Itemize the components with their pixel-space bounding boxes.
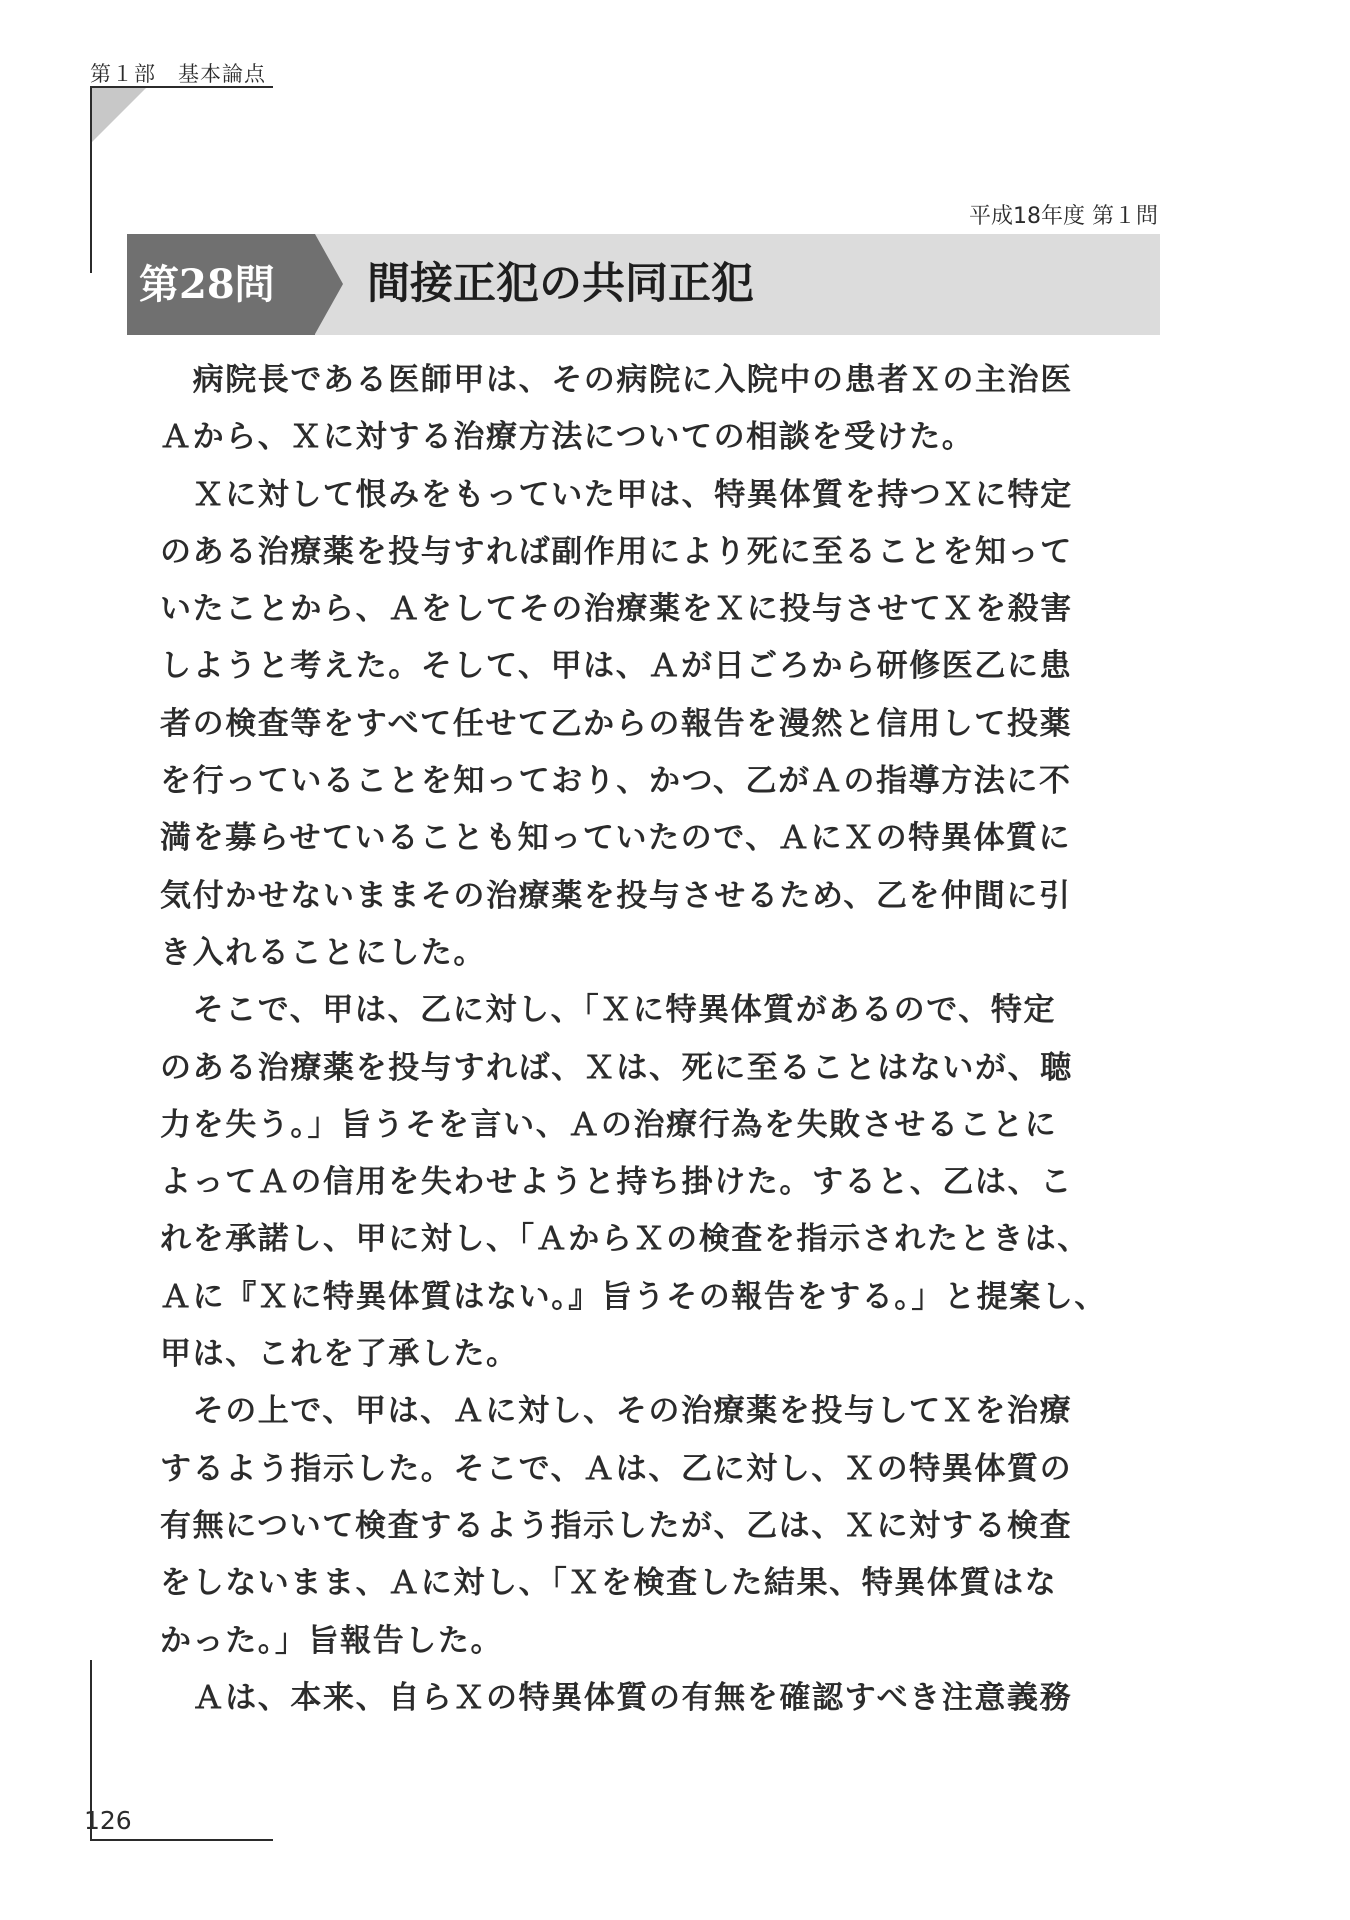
text-line: Ａから、Ｘに対する治療方法についての相談を受けた。 [160, 419, 975, 456]
text-line: 力を失う。」旨うそを言い、Ａの治療行為を失敗させることに [160, 1106, 1058, 1143]
text-line: 満を募らせていることも知っていたので、ＡにＸの特異体質に [160, 820, 1072, 857]
text-line: 有無について検査するよう指示したが、乙は、Ｘに対する検査 [160, 1507, 1073, 1544]
running-head: 第１部 基本論点 [90, 62, 266, 86]
text-line: き入れることにした。 [160, 934, 486, 971]
text-line: するよう指示した。そこで、Ａは、乙に対し、Ｘの特異体質の [160, 1450, 1073, 1487]
text-line: 病院長である医師甲は、その病院に入院中の患者Ｘの主治医 [160, 362, 1073, 398]
question-title: 間接正犯の共同正犯 [367, 259, 754, 309]
problem-text [160, 352, 1140, 1727]
text-line: その上で、甲は、Ａに対し、その治療薬を投与してＸを治療 [160, 1393, 1073, 1430]
text-line: のある治療薬を投与すれば、Ｘは、死に至ることはないが、聴 [160, 1049, 1073, 1086]
text-line: をしないまま、Ａに対し、「Ｘを検査した結果、特異体質はな [160, 1565, 1058, 1602]
text-line: 甲は、これを了承した。 [160, 1336, 519, 1373]
text-line: Ａは、本来、自らＸの特異体質の有無を確認すべき注意義務 [160, 1679, 1073, 1716]
text-line: かった。」旨報告した。 [160, 1622, 504, 1659]
text-line: のある治療薬を投与すれば副作用により死に至ることを知って [160, 533, 1073, 570]
question-title-banner [127, 234, 1160, 335]
corner-triangle-decoration [92, 88, 146, 142]
text-line: そこで、甲は、乙に対し、「Ｘに特異体質があるので、特定 [160, 992, 1057, 1029]
text-line: いたことから、Ａをしてその治療薬をＸに投与させてＸを殺害 [160, 591, 1073, 628]
question-number: 第28問 [139, 261, 275, 308]
exam-source-label: 平成18年度 第１問 [969, 204, 1158, 229]
text-line: 者の検査等をすべて任せて乙からの報告を漫然と信用して投薬 [160, 705, 1073, 742]
text-line: しようと考えた。そして、甲は、Ａが日ごろから研修医乙に患 [160, 648, 1073, 685]
text-line: を行っていることを知っており、かつ、乙がＡの指導方法に不 [160, 763, 1072, 800]
page-number: 126 [84, 1806, 132, 1835]
text-line: Ｘに対して恨みをもっていた甲は、特異体質を持つＸに特定 [160, 476, 1073, 513]
text-line: 気付かせないままその治療薬を投与させるため、乙を仲間に引 [160, 877, 1072, 914]
text-line: Ａに『Ｘに特異体質はない。』旨うその報告をする。」と提案し、 [160, 1278, 1107, 1315]
text-line: れを承諾し、甲に対し、「ＡからＸの検査を指示されたときは、 [160, 1221, 1090, 1258]
footer-rule [90, 1839, 273, 1841]
text-line: よってＡの信用を失わせようと持ち掛けた。すると、乙は、こ [160, 1164, 1073, 1201]
